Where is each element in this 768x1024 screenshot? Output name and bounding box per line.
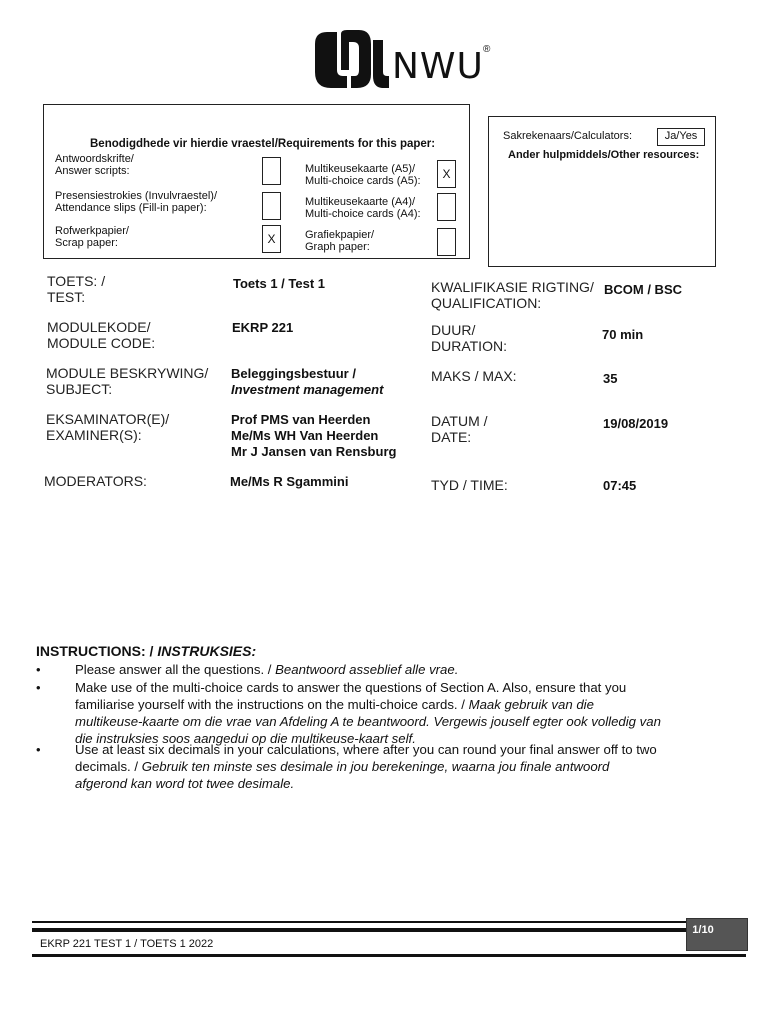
registered-mark: ® xyxy=(483,44,491,55)
instruction-3: Use at least six decimals in your calculations, where after you can round your final answer off to two decimals. / Gebruik ten minste ses desimale in jou berekeninge, waarna jou finale antwoord afgerond kan word tot twee desimale. xyxy=(75,742,657,791)
req-attendance-label: Presensiestrokies (Invulvraestel)/ Attendance slips (Fill-in paper): xyxy=(55,190,218,214)
bullet-3: • xyxy=(36,742,41,757)
footer-rule-thick xyxy=(32,928,686,932)
req-mc-a4-label: Multikeusekaarte (A4)/ Multi-choice cards (A4): xyxy=(305,196,421,220)
examiner-3: Mr J Jansen van Rensburg xyxy=(231,444,397,459)
duration-value: 70 min xyxy=(602,327,644,342)
instruction-1: Please answer all the questions. / Beantwoord asseblief alle vrae. xyxy=(75,662,459,677)
req-answer-scripts-checkbox[interactable] xyxy=(262,157,281,185)
qualification-value: BCOM / BSC xyxy=(604,282,682,297)
date-label: DATUM / DATE: xyxy=(431,413,488,445)
time-value: 07:45 xyxy=(603,478,637,493)
req-scrap-paper-checkbox[interactable]: X xyxy=(262,225,281,253)
req-scrap-paper-label: Rofwerkpapier/ Scrap paper: xyxy=(55,225,129,249)
instruction-2: Make use of the multi-choice cards to answer the questions of Section A. Also, ensure that you familiarise yourself with the instructions on the multi-choice cards. / Maak gebruik van die multikeuse-kaarte om die vrae van Afdeling A te beantwoord. Vergewis jouself egter ook volledig van die instruksies soos aangedui op die multikeuse-kaart self. xyxy=(75,680,661,746)
req-mc-a4-checkbox[interactable] xyxy=(437,193,456,221)
calculators-label: Sakrekenaars/Calculators: xyxy=(503,130,633,142)
req-mc-a5-checkbox[interactable]: X xyxy=(437,160,456,188)
other-resources-label: Ander hulpmiddels/Other resources: xyxy=(508,149,700,161)
examiner-label: EKSAMINATOR(E)/ EXAMINER(S): xyxy=(46,411,170,443)
subject-value-af: Beleggingsbestuur / xyxy=(231,366,356,381)
module-code-value: EKRP 221 xyxy=(232,320,294,335)
date-value: 19/08/2019 xyxy=(603,416,669,431)
req-graph-paper-checkbox[interactable] xyxy=(437,228,456,256)
footer-rule-top xyxy=(32,921,686,923)
page-number: 1/10 xyxy=(692,924,714,936)
time-label: TYD / TIME: xyxy=(431,477,508,493)
logo-text: NWU xyxy=(392,46,484,87)
module-code-label: MODULEKODE/ MODULE CODE: xyxy=(47,319,156,351)
req-answer-scripts-label: Antwoordskrifte/ Answer scripts: xyxy=(55,153,134,177)
moderators-label: MODERATORS: xyxy=(44,473,147,489)
req-attendance-checkbox[interactable] xyxy=(262,192,281,220)
subject-value-en: Investment management xyxy=(231,382,384,397)
bullet-1: • xyxy=(36,662,41,677)
examiner-1: Prof PMS van Heerden xyxy=(231,412,371,427)
instructions-heading: INSTRUCTIONS: / INSTRUKSIES: xyxy=(36,643,257,659)
subject-label: MODULE BESKRYWING/ SUBJECT: xyxy=(46,365,209,397)
footer-text: EKRP 221 TEST 1 / TOETS 1 2022 xyxy=(40,938,214,950)
calculators-value: Ja/Yes xyxy=(657,128,705,146)
requirements-title: Benodigdhede vir hierdie vraestel/Requirements for this paper: xyxy=(90,138,436,150)
moderators-value: Me/Ms R Sgammini xyxy=(230,474,349,489)
max-value: 35 xyxy=(603,371,618,386)
test-label: TOETS: / TEST: xyxy=(47,273,106,305)
req-graph-paper-label: Grafiekpapier/ Graph paper: xyxy=(305,229,375,253)
req-mc-a5-label: Multikeusekaarte (A5)/ Multi-choice cards (A5): xyxy=(305,163,421,187)
footer-rule-bottom xyxy=(32,954,746,957)
duration-label: DUUR/ DURATION: xyxy=(431,322,507,354)
examiner-2: Me/Ms WH Van Heerden xyxy=(231,428,379,443)
qualification-label: KWALIFIKASIE RIGTING/ QUALIFICATION: xyxy=(431,279,594,311)
test-value: Toets 1 / Test 1 xyxy=(233,276,325,291)
bullet-2: • xyxy=(36,680,41,695)
max-label: MAKS / MAX: xyxy=(431,368,517,384)
